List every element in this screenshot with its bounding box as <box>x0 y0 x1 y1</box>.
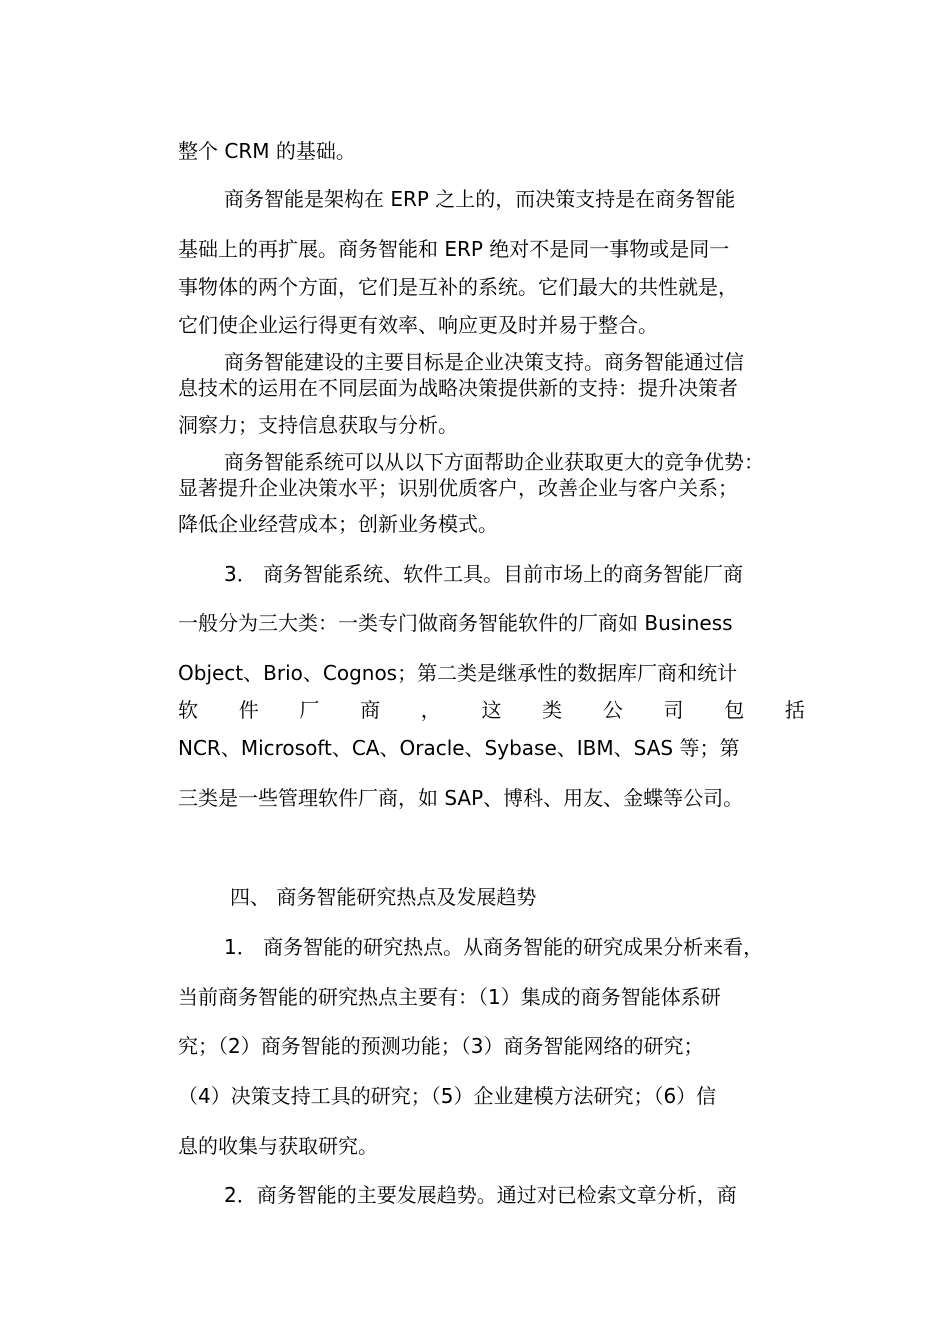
text-line: 显著提升企业决策水平；识别优质客户，改善企业与客户关系； <box>178 476 738 500</box>
text-line: 一般分为三大类：一类专门做商务智能软件的厂商如 Business <box>178 611 733 635</box>
paragraph-first-line: 1． 商务智能的研究热点。从商务智能的研究成果分析来看， <box>224 935 764 959</box>
justified-char: ， <box>420 698 441 722</box>
paragraph-first-line: 3． 商务智能系统、软件工具。目前市场上的商务智能厂商 <box>224 562 744 586</box>
justified-char: 这 <box>481 698 502 722</box>
text-line: Object、Brio、Cognos；第二类是继承性的数据库厂商和统计 <box>178 661 738 685</box>
text-line: 整个 CRM 的基础。 <box>178 139 356 163</box>
justified-text-line <box>178 697 805 723</box>
justified-char: 公 <box>602 698 623 722</box>
section-heading: 四、 商务智能研究热点及发展趋势 <box>230 885 537 909</box>
paragraph-first-line: 商务智能系统可以从以下方面帮助企业获取更大的竞争优势： <box>224 450 764 474</box>
paragraph-first-line: 商务智能是架构在 ERP 之上的，而决策支持是在商务智能 <box>224 187 736 211</box>
justified-char: 括 <box>784 698 805 722</box>
text-line: 它们使企业运行得更有效率、响应更及时并易于整合。 <box>178 313 658 337</box>
text-line: （4）决策支持工具的研究；（5）企业建模方法研究；（6）信 <box>178 1084 717 1108</box>
paragraph-first-line: 商务智能建设的主要目标是企业决策支持。商务智能通过信 <box>224 350 744 374</box>
justified-char: 商 <box>360 698 381 722</box>
text-line: 息的收集与获取研究。 <box>178 1134 378 1158</box>
text-line: 洞察力；支持信息获取与分析。 <box>178 413 458 437</box>
paragraph-first-line: 2．商务智能的主要发展趋势。通过对已检索文章分析，商 <box>224 1183 737 1207</box>
justified-char: 司 <box>663 698 684 722</box>
text-line: 当前商务智能的研究热点主要有：（1）集成的商务智能体系研 <box>178 985 721 1009</box>
text-line: 三类是一些管理软件厂商，如 SAP、博科、用友、金蝶等公司。 <box>178 786 744 810</box>
text-line: 降低企业经营成本；创新业务模式。 <box>178 512 498 536</box>
text-line: 究；（2）商务智能的预测功能；（3）商务智能网络的研究； <box>178 1034 704 1058</box>
justified-char: 类 <box>542 698 563 722</box>
text-line: 基础上的再扩展。商务智能和 ERP 绝对不是同一事物或是同一 <box>178 237 730 261</box>
justified-char: 包 <box>724 698 745 722</box>
text-line: 事物体的两个方面，它们是互补的系统。它们最大的共性就是， <box>178 275 738 299</box>
justified-char: 软 <box>178 698 198 722</box>
justified-char: 厂 <box>299 698 320 722</box>
text-line: NCR、Microsoft、CA、Oracle、Sybase、IBM、SAS 等；第 <box>178 736 740 760</box>
text-line: 息技术的运用在不同层面为战略决策提供新的支持：提升决策者 <box>178 376 738 400</box>
justified-char: 件 <box>238 698 259 722</box>
